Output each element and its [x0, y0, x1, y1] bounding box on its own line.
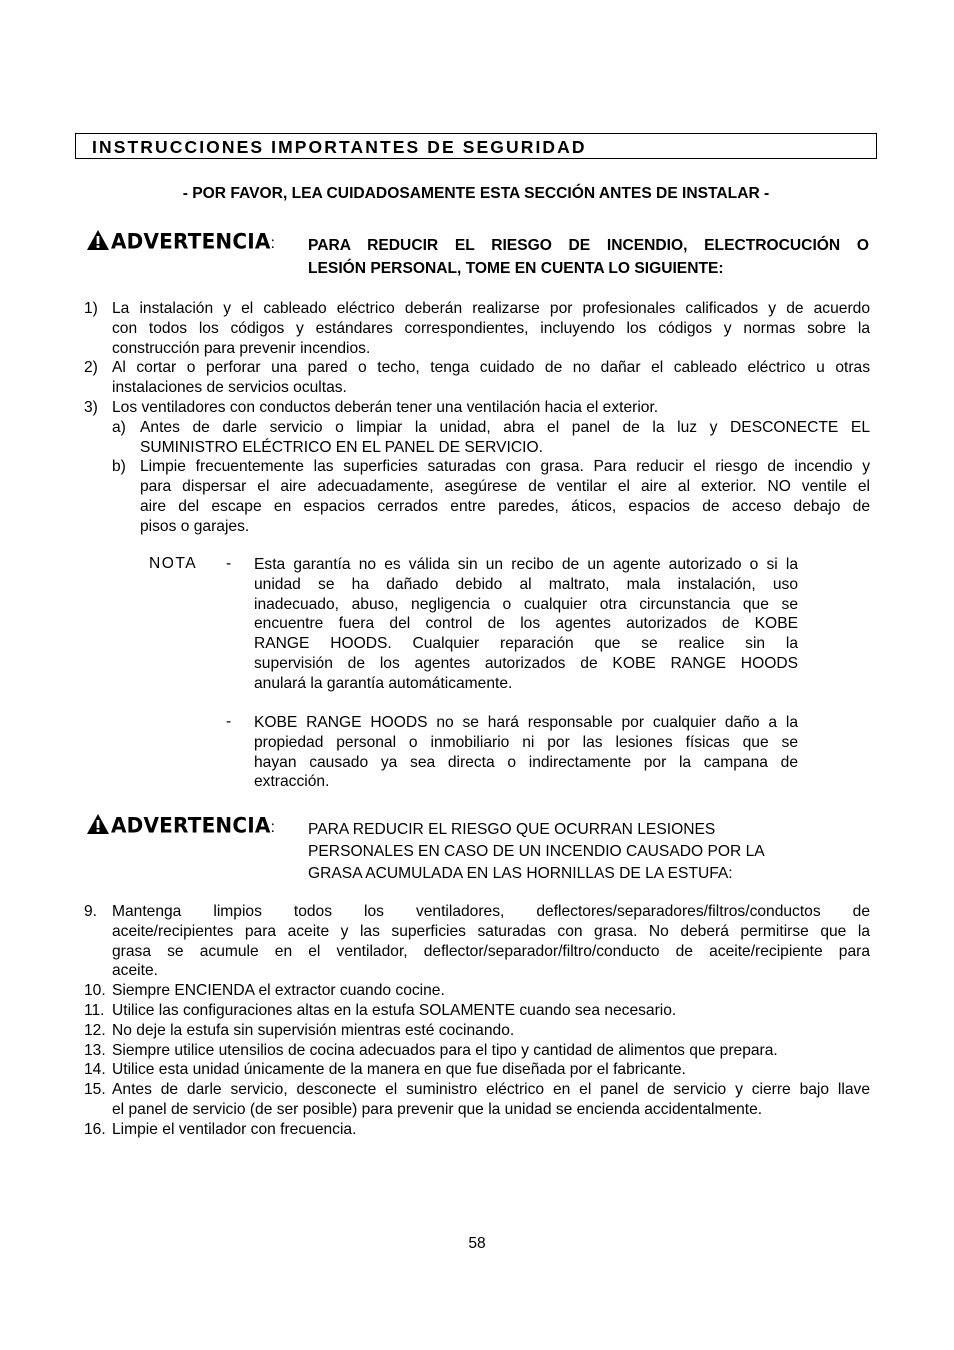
list-text — [112, 902, 870, 981]
nota-dash: - — [226, 555, 232, 572]
section-title: INSTRUCCIONES IMPORTANTES DE SEGURIDAD — [92, 137, 587, 157]
nota-text-1 — [254, 555, 798, 694]
list-number: 10. — [84, 982, 106, 1000]
list-text — [140, 418, 870, 458]
text-line: anulará la garantía automáticamente. — [254, 674, 513, 692]
sub-list-letter: a) — [112, 418, 126, 436]
text-line: para dispersar el aire adecuadamente, asegúrese de ventilar el aire al exterior. NO ventile el — [140, 478, 870, 496]
text-line: extracción. — [254, 773, 330, 791]
list-item — [84, 902, 870, 981]
list-item — [84, 358, 870, 398]
list-item — [84, 981, 870, 1001]
warning-word: ADVERTENCIA — [111, 228, 271, 254]
text-line: construcción para prevenir incendios. — [112, 339, 371, 357]
text-line: propiedad personal o inmobiliario ni por las lesiones físicas que se — [254, 733, 798, 751]
sub-list-letter: b) — [112, 458, 126, 476]
list-number: 1) — [84, 300, 98, 317]
warning-line: LESIÓN PERSONAL, TOME EN CUENTA LO SIGUIENTE: — [308, 259, 724, 277]
nota-text-2 — [254, 713, 798, 792]
text-line: Los ventiladores con conductos deberán tener una ventilación hacia el exterior. — [112, 398, 659, 416]
list-number: 16. — [84, 1120, 106, 1138]
warning-colon: : — [270, 819, 275, 836]
warning-triangle-icon — [86, 229, 110, 256]
text-line: No deje la estufa sin supervisión mientras esté cocinando. — [112, 1021, 515, 1039]
list-item — [84, 1120, 870, 1140]
list-item — [84, 1041, 870, 1061]
text-line: SUMINISTRO ELÉCTRICO EN EL PANEL DE SERVICIO. — [140, 438, 543, 456]
text-line: inadecuado, abuso, negligencia o cualquier otra circunstancia que se — [254, 595, 798, 613]
list-text — [140, 457, 870, 536]
text-line: Limpie frecuentemente las superficies saturadas con grasa. Para reducir el riesgo de incendio y — [140, 458, 870, 476]
text-line: Esta garantía no es válida sin un recibo de un agente autorizado o si la — [254, 556, 798, 573]
text-line: Antes de darle servicio, desconecte el suministro eléctrico en el panel de servicio y cierre bajo llave — [112, 1081, 870, 1099]
text-line: instalaciones de servicios ocultas. — [112, 379, 347, 397]
list-number: 9. — [84, 903, 98, 920]
text-line: aceite/recipientes para aceite y las superficies saturadas con grasa. No deberá permitirse que la — [112, 922, 870, 940]
sub-list-item — [112, 418, 870, 458]
list-text — [112, 299, 870, 358]
text-line: Siempre utilice utensilios de cocina adecuados para el tipo y cantidad de alimentos que prepara. — [112, 1041, 778, 1059]
text-line: pisos o garajes. — [140, 517, 250, 535]
text-line: Utilice las configuraciones altas en la estufa SOLAMENTE cuando sea necesario. — [112, 1001, 677, 1019]
list-item — [84, 1001, 870, 1021]
list-item — [84, 299, 870, 358]
text-line: Utilice esta unidad únicamente de la manera en que fue diseñada por el fabricante. — [112, 1061, 686, 1079]
text-line: aire del escape en espacios cerrados entre paredes, áticos, espacios de acceso debajo de — [140, 497, 870, 515]
warning-text-2 — [308, 819, 869, 885]
page-number: 58 — [468, 1235, 486, 1252]
safety-list-2 — [84, 902, 870, 1140]
section-header-box — [75, 133, 877, 159]
text-line: grasa se acumule en el ventilador, deflector/separador/filtro/conducto de aceite/recipiente para — [112, 942, 870, 960]
section-subtitle: - POR FAVOR, LEA CUIDADOSAMENTE ESTA SECCIÓN ANTES DE INSTALAR - — [182, 185, 770, 202]
text-line: hayan causado ya sea directa o indirectamente por la campana de — [254, 753, 798, 771]
list-number: 14. — [84, 1061, 106, 1079]
warning-line: GRASA ACUMULADA EN LAS HORNILLAS DE LA ESTUFA: — [308, 865, 733, 882]
warning-line: PARA REDUCIR EL RIESGO DE INCENDIO, ELECTROCUCIÓN O — [308, 237, 869, 254]
list-number: 13. — [84, 1041, 106, 1059]
warning-word: ADVERTENCIA — [111, 812, 271, 838]
text-line: aceite. — [112, 962, 158, 980]
list-number: 3) — [84, 398, 98, 416]
list-item — [84, 1060, 870, 1080]
text-line: Mantenga limpios todos los ventiladores, deflectores/separadores/filtros/conductos de — [112, 903, 870, 920]
sub-list-item — [112, 457, 870, 536]
safety-list-1 — [84, 299, 870, 537]
list-number: 11. — [84, 1001, 105, 1019]
list-number: 2) — [84, 359, 98, 377]
list-item — [84, 1080, 870, 1120]
text-line: Antes de darle servicio o limpiar la unidad, abra el panel de la luz y DESCONECTE EL — [140, 418, 870, 436]
text-line: KOBE RANGE HOODS no se hará responsable por cualquier daño a la — [254, 714, 798, 731]
warning-label-1 — [86, 229, 275, 256]
list-item — [84, 398, 870, 418]
text-line: Siempre ENCIENDA el extractor cuando cocine. — [112, 982, 445, 1000]
text-line: encuentre fuera del control de los agentes autorizados de KOBE — [254, 615, 798, 633]
text-line: Limpie el ventilador con frecuencia. — [112, 1120, 357, 1138]
list-number: 15. — [84, 1081, 106, 1099]
list-item — [84, 1021, 870, 1041]
warning-line: PARA REDUCIR EL RIESGO QUE OCURRAN LESIONES — [308, 821, 716, 838]
nota-label: NOTA — [149, 555, 198, 572]
text-line: Al cortar o perforar una pared o techo, tenga cuidado de no dañar el cableado eléctrico u otras — [112, 359, 870, 377]
text-line: supervisión de los agentes autorizados de KOBE RANGE HOODS — [254, 654, 798, 672]
list-number: 12. — [84, 1021, 106, 1039]
list-text — [112, 358, 870, 398]
text-line: con todos los códigos y estándares correspondientes, incluyendo los códigos y normas sobre la — [112, 319, 870, 337]
text-line: La instalación y el cableado eléctrico deberán realizarse por profesionales calificados y de acuerdo — [112, 300, 870, 317]
text-line: unidad se ha dañado debido al maltrato, mala instalación, uso — [254, 575, 798, 593]
warning-triangle-icon — [86, 813, 110, 840]
warning-label-2 — [86, 813, 275, 840]
list-text — [112, 398, 870, 418]
warning-colon: : — [270, 235, 275, 252]
warning-text-1 — [308, 235, 869, 280]
nota-dash: - — [226, 713, 232, 730]
warning-line: PERSONALES EN CASO DE UN INCENDIO CAUSADO POR LA — [308, 843, 765, 860]
text-line: el panel de servicio (de ser posible) para prevenir que la unidad se encienda accidentalmente. — [112, 1100, 763, 1118]
list-text — [112, 1080, 870, 1120]
text-line: RANGE HOODS. Cualquier reparación que se realice sin la — [254, 635, 798, 653]
